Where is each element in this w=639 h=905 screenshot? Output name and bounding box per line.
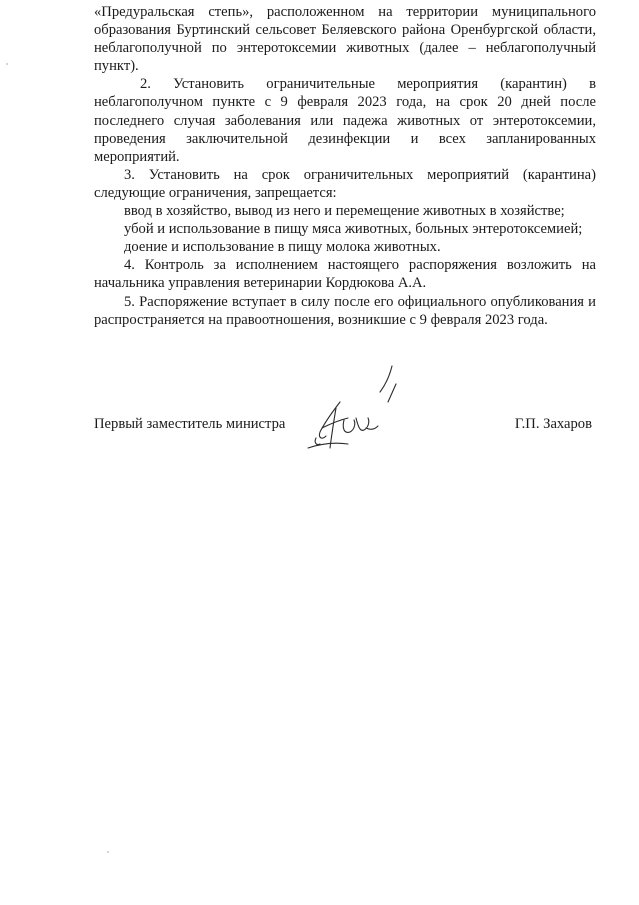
scan-speck (107, 851, 109, 853)
handwritten-signature (300, 362, 410, 457)
paragraph-restriction-3: доение и использование в пищу молока животных. (124, 239, 441, 256)
signatory-name: Г.П. Захаров (514, 416, 592, 432)
paragraph-item-4: 4. Контроль за исполнением настоящего распоряжения возложить на начальника управления ветеринарии Кордюкова А.А. (94, 257, 596, 292)
paragraph-item-3: 3. Установить на срок ограничительных мероприятий (карантина) следующие ограничения, запрещается: (94, 166, 596, 201)
paragraph-restriction-1: ввод в хозяйство, вывод из него и перемещение животных в хозяйстве; (124, 203, 565, 220)
signatory-position: Первый заместитель министра (94, 416, 286, 432)
scan-speck (6, 63, 8, 65)
paragraph-item-5: 5. Распоряжение вступает в силу после его официального опубликования и распространяется на правоотношения, возникшие с 9 февраля 2023 года. (94, 293, 596, 328)
paragraph-item-2: 2. Установить ограничительные мероприятия (карантин) в неблагополучном пункте с 9 февраля 2023 года, на срок 20 дней после последнего случая заболевания или падежа животных от энтеротоксемии, проведения заключительной дезинфекции и всех запланированных мероприятий. (94, 76, 596, 165)
paragraph-restriction-2: убой и использование в пищу мяса животных, больных энтеротоксемией; (124, 221, 583, 238)
document-body (94, 3, 596, 329)
paragraph-continuation: «Предуральская степь», расположенном на территории муниципального образования Буртинский сельсовет Беляевского района Оренбургской области, неблагополучной по энтеротоксемии животных (далее – неблагополучный пункт). (94, 4, 596, 75)
